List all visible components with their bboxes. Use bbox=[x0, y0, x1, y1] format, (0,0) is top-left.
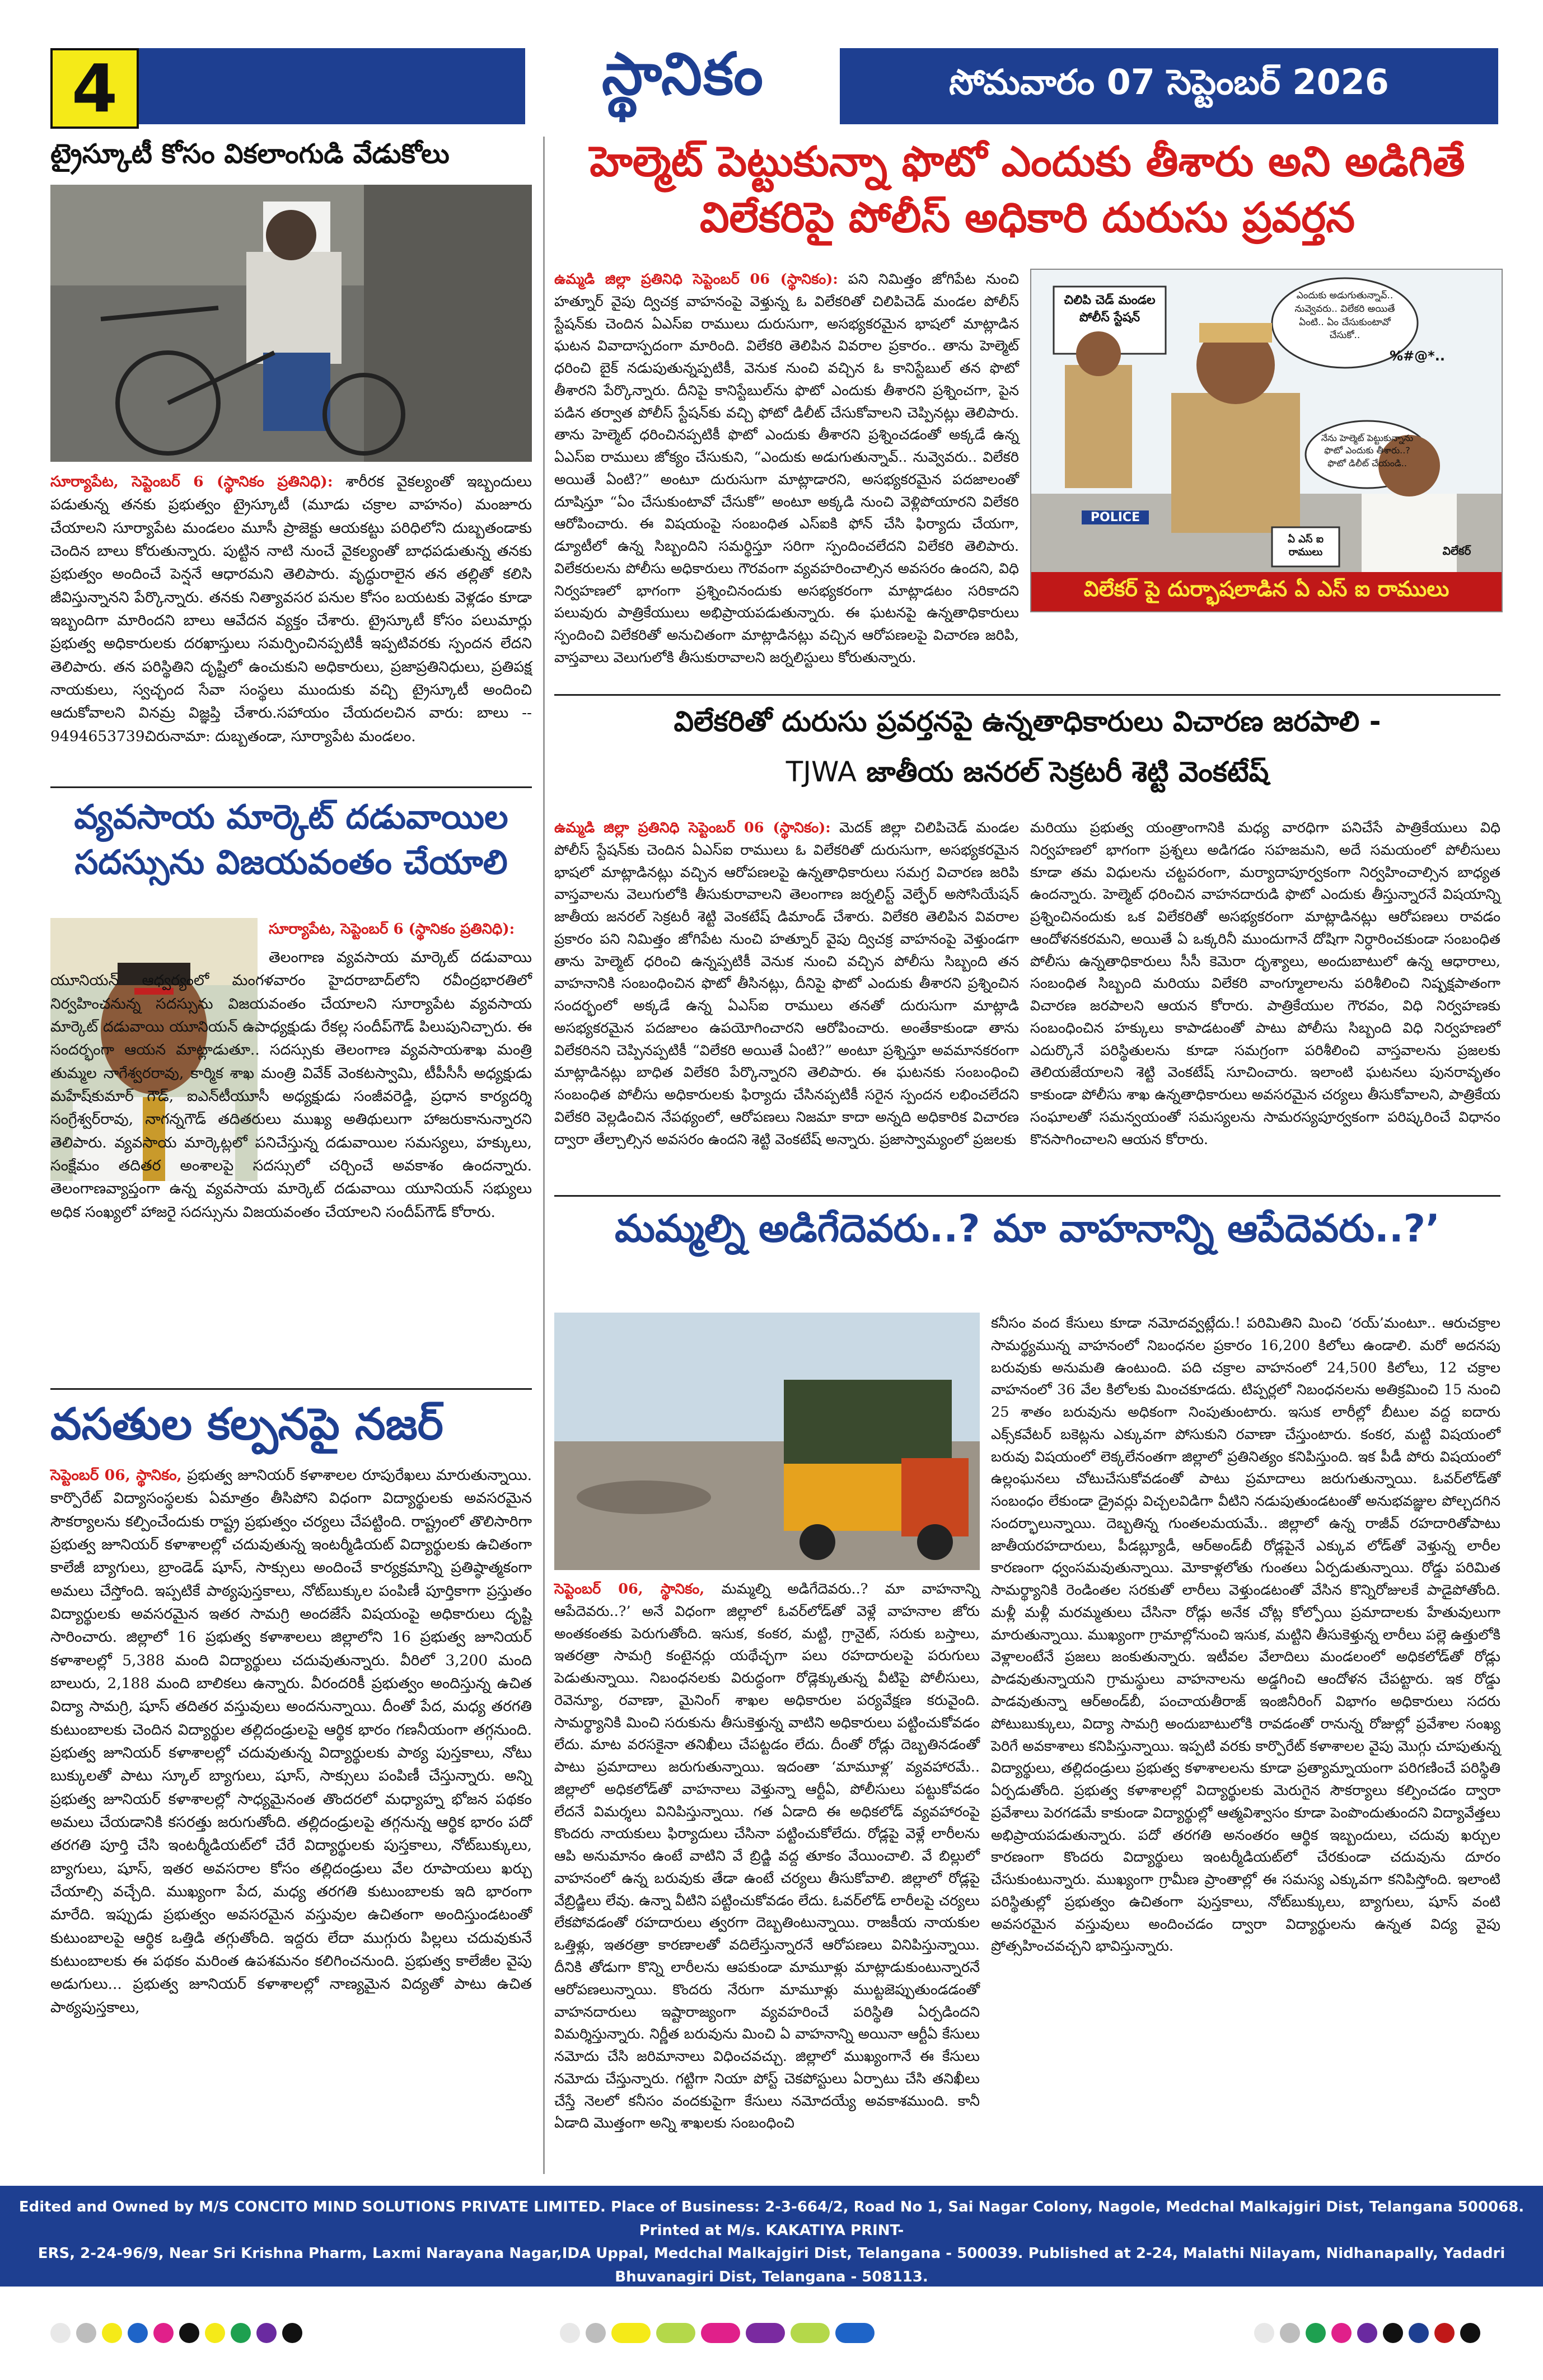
cartoon-caption: విలేకర్ పై దుర్భాషలాడిన ఏ ఎస్ ఐ రాములు bbox=[1083, 577, 1450, 601]
tjwa-prefix: TJWA bbox=[785, 756, 857, 788]
divider bbox=[50, 786, 532, 788]
vehicles-dateline: సెప్టెంబర్ 06, స్థానికం, bbox=[554, 1581, 705, 1597]
cartoon-reporter-bubble: నేను హెల్మెట్ పెట్టుకున్నాను ఫొటో ఎందుకు తీశారు..? ఫొటో డిలీట్ చేయండి.. bbox=[1321, 433, 1414, 468]
imprint-footer bbox=[0, 2186, 1543, 2309]
imprint-line-1: Edited and Owned by M/S CONCITO MIND SOLUTIONS PRIVATE LIMITED. Place of Business: 2-3-664/2, Road No 1, Sai Nagar Colony, Nagole, Medchal Malkajgiri Dist, Telangana 500068. Printed at M/s. KAKATIYA PRINT- bbox=[18, 2199, 1525, 2239]
masthead-logo: స్థానికం bbox=[601, 40, 765, 108]
tjwa-dateline: ఉమ్మడి జిల్లా ప్రతినిధి సెప్టెంబర్ 06 (స్థానికం): bbox=[554, 819, 831, 836]
market-body-a bbox=[269, 918, 532, 941]
tjwa-body-right: మరియు ప్రభుత్వ యంత్రాంగానికి మధ్య వారధిగా పనిచేసే పాత్రికేయులు విధి నిర్వహణలో భాగంగా ప్రశ్నలు అడిగడం సహజమని, అదే సమయంలో పోలీసులు కూడా తమ విధులను చట్టపరంగా, మర్యాదాపూర్వకంగా నిర్వహించాల్సిన బాధ్యత ఉందన్నారు. హెల్మెట్ ధరించిన వాహనదారుడి ఫొటో ఎందుకు తీస్తున్నారనే విషయాన్ని ప్రశ్నించినందుకు ఒక విలేకరితో అసభ్యకరంగా మాట్లాడినట్లు ఆరోపణలు రావడం ఆందోళనకరమని, అయితే ఏ ఒక్కరినీ ముందుగానే దోషిగా నిర్ధారించకుండా సంబంధిత పోలీసు ఉన్నతాధికారులు సీసీ కెమెరా దృశ్యాలు, అందుబాటులో ఉన్న ఆధారాలు, సంబంధిత సిబ్బంది మరియు విలేకరి వాంగ్మూలాలను పరిశీలించి నిష్పక్షపాతంగా విచారణ జరపాలని ఆయన కోరారు. పాత్రికేయుల గౌరవం, విధి నిర్వహణకు సంబంధించిన హక్కులు కాపాడటంతో పాటు పోలీసు సిబ్బంది విధి నిర్వహణలో ఎదుర్కొనే పరిస్థితులను కూడా సమగ్రంగా పరిశీలించి వాస్తవాలను ప్రజలకు తెలియజేయాలని శెట్టి వెంకటేష్ సూచించారు. ఇలాంటి ఘటనలు పునరావృతం కాకుండా పోలీసు శాఖ ఉన్నతాధికారులు అవసరమైన చర్యలు తీసుకోవాలని, పాత్రికేయ సంఘాలతో సమన్వయంతో సమస్యలను సామరస్యపూర్వకంగా పరిష్కరించే విధానం కొనసాగించాలని ఆయన కోరారు. bbox=[1030, 819, 1500, 1148]
page-number: 4 bbox=[50, 48, 139, 129]
hostels-body bbox=[50, 1464, 532, 2019]
header-date: సోమవారం 07 సెప్టెంబర్ 2026 bbox=[840, 48, 1498, 124]
tjwa-text-left: మెదక్ జిల్లా చిలిపిచెడ్ మండల పోలీస్ స్టేషన్‌కు చెందిన ఏఎస్ఐ రాములు ఓ విలేకరితో దురుసుగా, అసభ్యకరమైన భాషలో మాట్లాడినట్లు వచ్చిన ఆరోపణలపై ఉన్నతాధికారులు సమగ్ర విచారణ జరిపి వాస్తవాలను వెలుగులోకి తీసుకురావాలని తెలంగాణ జర్నలిస్ట్ వెల్ఫేర్ అసోసియేషన్ జాతీయ జనరల్ సెక్రటరీ శెట్టి వెంకటేష్ డిమాండ్ చేశారు. విలేకరి తెలిపిన వివరాల ప్రకారం పని నిమిత్తం జోగిపేట నుంచి హత్నూర్ వైపు ద్విచక్ర వాహనంపై వెళ్తుండగా తాను హెల్మెట్ ధరించి ఉన్నప్పటికీ వెనుక నుంచి వచ్చిన పోలీసు సిబ్బంది తన వాహనానికి సంబంధించిన ఫొటో తీసినట్లు, దీనిపై ఫొటో ఎందుకు తీశారని ప్రశ్నించిన సందర్భంలో అక్కడే ఉన్న ఏఎస్ఐ రాములు తనతో దురుసుగా మాట్లాడి అసభ్యకరమైన పదజాలం ఉపయోగించారని ఆరోపించారు. అంతేకాకుండా తాను విలేకరినని చెప్పినప్పటికీ “విలేకరి అయితే ఏంటి?” అంటూ ప్రశ్నిస్తూ అవమానకరంగా మాట్లాడినట్లు బాధిత విలేకరి పేర్కొన్నారని తెలిపారు. ఈ ఘటనకు సంబంధించి సంబంధిత పోలీసు అధికారులకు ఫిర్యాదు చేసినప్పటికీ సరైన స్పందన లభించలేదని విలేకరి వెల్లడించిన నేపథ్యంలో, ఆరోపణలు నిజమా కాదా అన్నది అధికారిక విచారణ ద్వారా తేల్చాల్సిన అవసరం ఉందని శెట్టి వెంకటేష్ అన్నారు. ప్రజాస్వామ్యంలో ప్రజలకు bbox=[554, 819, 1019, 1148]
helmet-text: పని నిమిత్తం జోగిపేట నుంచి హత్నూర్ వైపు ద్విచక్ర వాహనంపై వెళ్తున్న ఓ విలేకరితో చిలిపిచెడ్ మండల పోలీస్ స్టేషన్‌కు చెందిన ఏఎస్ఐ రాములు దురుసుగా, అసభ్యకరమైన భాషలో మాట్లాడిన ఘటన వివాదాస్పదంగా మారింది. విలేకరి తెలిపిన వివరాల ప్రకారం.. తాను హెల్మెట్ ధరించి బైక్ నడుపుతున్నప్పటికీ, వెనుక నుంచి వచ్చిన ఓ కానిస్టేబుల్ తన ఫొటో తీశారని పేర్కొన్నారు. దీనిపై కానిస్టేబుల్‌ను ఫొటో ఎందుకు తీశారని ప్రశ్నించగా, పైన పడిన తర్వాత పోలీస్ స్టేషన్‌కు వచ్చి ఫోటో డిలీట్ చేసుకోవాలని చెప్పినట్లు తెలిపారు. తాను హెల్మెట్ ధరించినప్పటికీ ఫొటో ఎందుకు తీశారని ప్రశ్నించడంతో అక్కడే ఉన్న ఏఎస్ఐ రాములు జోక్యం చేసుకుని, “ఎందుకు అడుగుతున్నావ్.. నువ్వెవరు.. విలేకరి అయితే ఏంటి?” అంటూ దురుసుగా మాట్లాడారని, అసభ్యకరమైన పదజాలంతో దూషిస్తూ “ఏం చేసుకుంటావో చేసుకో” అంటూ అక్కడి నుంచి వెళ్లిపోయారని విలేకరి ఆరోపించారు. ఈ విషయంపై సంబంధిత ఎస్ఐకి ఫోన్ చేసి ఫిర్యాదు చేయగా, డ్యూటీలో ఉన్న సిబ్బందిని సమర్థిస్తూ సరిగా స్పందించలేదని విలేకరి తెలిపారు. విలేకరులను పోలీసు అధికారులు గౌరవంగా వ్యవహరించాల్సిన అవసరం ఉందని, విధి నిర్వహణలో భాగంగా ప్రశ్నించినందుకు అసభ్యకరంగా మాట్లాడటం సరికాదని పలువురు పాత్రికేయులు అభిప్రాయపడుతున్నారు. ఈ ఘటనపై ఉన్నతాధికారులు స్పందించి విలేకరితో అనుచితంగా మాట్లాడినట్లు వచ్చిన ఆరోపణలపై విచారణ జరిపి, వాస్తవాలు వెలుగులోకి తీసుకురావాలని జర్నలిస్టులు కోరుతున్నారు. bbox=[554, 271, 1019, 667]
cartoon-reporter-tag: విలేకర్ bbox=[1442, 544, 1471, 557]
cartoon-station-sign: చిలిపి చెడ్ మండల పోలీస్ స్టేషన్ bbox=[1064, 293, 1156, 325]
truck-photo bbox=[554, 1313, 980, 1570]
imprint-line-3: Editor, Printed and Published by Dr.KONDA MALLESHAM GOUD, Phone Number : 9000350446, Registration No: TGTEL/26/A4419 bbox=[249, 2292, 1294, 2309]
tjwa-body-left bbox=[554, 817, 1019, 1151]
cartoon-police-label: POLICE bbox=[1082, 510, 1149, 524]
divider bbox=[554, 694, 1500, 696]
market-text: తెలంగాణ వ్యవసాయ మార్కెట్ దడువాయి యూనియన్ ఆధ్వర్యంలో మంగళవారం హైదరాబాద్‌లోని రవీంద్రభారతిలో నిర్వహించనున్న సదస్సును విజయవంతం చేయాలని సూర్యాపేట వ్యవసాయ మార్కెట్ దడువాయి యూనియన్ ఉపాధ్యక్షుడు రేకల్ల సందీప్‌గౌడ్ పిలుపునిచ్చారు. ఈ సందర్భంగా ఆయన మాట్లాడుతూ.. సదస్సుకు తెలంగాణ వ్యవసాయశాఖ మంత్రి తుమ్మల నాగేశ్వరరావు, కార్మిక శాఖ మంత్రి వివేక్ వెంకటస్వామి, టీపీసీసీ అధ్యక్షుడు మహేష్‌కుమార్ గౌడ్, ఐఎన్‌టీయూసీ అధ్యక్షుడు సంజీవరెడ్డి, ప్రధాన కార్యదర్శి సంగ్రేశ్వర్‌రావు, నాగన్నగౌడ్ తదితరులు ముఖ్య అతిథులుగా హాజరుకానున్నారని తెలిపారు. వ్యవసాయ మార్కెట్లలో పనిచేస్తున్న దడువాయిల సమస్యలు, హక్కులు, సంక్షేమం తదితర అంశాలపై సదస్సులో చర్చించే అవకాశం ఉందన్నారు. తెలంగాణవ్యాప్తంగా ఉన్న వ్యవసాయ మార్కెట్ దడువాయి యూనియన్ సభ్యులు అధిక సంఖ్యలో హాజరై సదస్సును విజయవంతం చేయాలని సందీప్‌గౌడ్ కోరారు. bbox=[50, 949, 532, 1221]
imprint-line-2: ERS, 2-24-96/9, Near Sri Krishna Pharm, Laxmi Narayana Nagar,IDA Uppal, Medchal Malkajgiri Dist, Telangana - 500039. Published at 2-24, Malathi Nilayam, Nidhanapally, Yadadri Bhuvanagiri Dist, Telangana - 508113. bbox=[38, 2245, 1505, 2285]
vehicles-body-left bbox=[554, 1578, 980, 2135]
market-headline: వ్యవసాయ మార్కెట్ దడువాయిల సదస్సును విజయవంతం చేయాలి bbox=[74, 798, 508, 882]
registration-marks-center bbox=[560, 2323, 875, 2345]
helmet-headline: హెల్మెట్ పెట్టుకున్నా ఫొటో ఎందుకు తీశారు అని అడిగితే విలేకరిపై పోలీస్ అధికారి దురుసు ప్రవర్తన bbox=[590, 138, 1465, 242]
header-band-left bbox=[139, 48, 525, 124]
hostels-text: ప్రభుత్వ జూనియర్ కళాశాలల రూపురేఖలు మారుతున్నాయి. కార్పొరేట్ విద్యాసంస్థలకు ఏమాత్రం తీసిపోని విధంగా విద్యార్థులకు అవసరమైన సౌకర్యాలను కల్పించేందుకు రాష్ట్ర ప్రభుత్వం చర్యలు చేపట్టింది. రాష్ట్రంలో తొలిసారిగా ప్రభుత్వ జూనియర్ కళాశాలల్లో చదువుతున్న ఇంటర్మీడియట్ విద్యార్థులకు ఉచితంగా కాలేజీ బ్యాగులు, బ్రాండెడ్ షూస్, సాక్సులు అందించే కార్యక్రమాన్ని ప్రతిష్ఠాత్మకంగా అమలు చేస్తోంది. ఇప్పటికే పాఠ్యపుస్తకాలు, నోట్‌బుక్కుల పంపిణీ పూర్తికాగా ప్రస్తుతం విద్యార్థులకు అవసరమైన ఇతర సామగ్రి అందజేసే విషయంపై అధికారులు దృష్టి సారించారు. జిల్లాలో 16 ప్రభుత్వ కళాశాలలు జిల్లాలోని 16 ప్రభుత్వ జూనియర్ కళాశాలల్లో 5,388 మంది విద్యార్థులు చదువుతున్నారు. వీరిలో 3,200 మంది బాలురు, 2,188 మంది బాలికలు ఉన్నారు. వీరందరికీ ప్రభుత్వం అందిస్తున్న ఉచిత విద్యా సామగ్రి, షూస్ తదితర వస్తువులు అందనున్నాయి. దీంతో పేద, మధ్య తరగతి కుటుంబాలకు చెందిన విద్యార్థుల తల్లిదండ్రులపై ఆర్థిక భారం గణనీయంగా తగ్గనుంది. ప్రభుత్వ జూనియర్ కళాశాలల్లో చదువుతున్న విద్యార్థులకు పాఠ్య పుస్తకాలు, నోటు బుక్కులతో పాటు స్కూల్ బ్యాగులు, షూస్, సాక్సులు పంపిణీ చేస్తున్నారు. అన్ని ప్రభుత్వ జూనియర్ కళాశాలల్లో సాధ్యమైనంత తొందరలో మధ్యాహ్న భోజన పథకం అమలు చేయడానికి కసరత్తు జరుగుతోంది. తల్లిదండ్రులపై తగ్గనున్న ఆర్థిక భారం పదో తరగతి పూర్తి చేసి ఇంటర్మీడియట్‌లో చేరే విద్యార్థులకు పుస్తకాలు, నోట్‌బుక్కులు, బ్యాగులు, షూస్, ఇతర అవసరాల కోసం తల్లిదండ్రులు వేల రూపాయలు ఖర్చు చేయాల్సి వచ్చేది. ముఖ్యంగా పేద, మధ్య తరగతి కుటుంబాలకు ఇది భారంగా మారేది. ఇప్పుడు ప్రభుత్వం అవసరమైన వస్తువుల ఉచితంగా అందిస్తుండటంతో కుటుంబాలపై ఆర్థిక ఒత్తిడి తగ్గుతోంది. ఇద్దరు లేదా ముగ్గురు పిల్లలు చదువుకునే కుటుంబాలకు ఈ పథకం మరింత ఉపశమనం కలిగించనుంది. ప్రభుత్వ కాలేజీల వైపు అడుగులు... ప్రభుత్వ జూనియర్ కళాశాలల్లో నాణ్యమైన విద్యతో పాటు ఉచిత పాఠ్యపుస్తకాలు, bbox=[50, 1467, 532, 2016]
tricycle-body bbox=[50, 470, 532, 748]
tjwa-headline-line2 bbox=[554, 756, 1500, 795]
cartoon-officer-bubble: ఎందుకు అడుగుతున్నావ్.. నువ్వెవరు.. విలేకరి అయితే ఏంటి.. ఏం చేసుకుంటావో చేసుకో.. bbox=[1294, 290, 1395, 341]
registration-marks-right bbox=[1254, 2323, 1480, 2345]
hostels-dateline: సెప్టెంబర్ 06, స్థానికం, bbox=[50, 1467, 182, 1484]
vehicles-body-right: కనీసం వంద కేసులు కూడా నమోదవ్వట్లేదు.! పరిమితిని మించి ‘రయ్’మంటూ.. ఆరుచక్రాల సామర్థ్యమున్న వాహనంలో నిబంధనల ప్రకారం 16,200 కిలోలు ఉండాలి. మరో అదనపు బరువుకు అనుమతి ఉంటుంది. పది చక్రాల వాహనంలో 24,500 కిలోలు, 12 చక్రాల వాహనంలో 36 వేల కిలోలకు మించకూడదు. టిప్పర్లలో నిబంధనలను అతిక్రమించి 15 నుంచి 25 శాతం బరువును అధికంగా నింపుతుంటారు. ఇసుక లారీల్లో బీటుల వద్ద ఐదారు ఎక్స్‌కవేటర్ బకెట్లను ఎక్కువగా పోసుకుని రవాణా చేస్తుంటారు. కంకర, మట్టి విషయంలో బరువు విషయంలో లెక్కలేనంతగా జిల్లాలో ప్రతినిత్యం కనిపిస్తుంది. ఇక పీడీ పోరు విషయంలో ఉల్లంఘనలు చోటుచేసుకోవడంతో పాటు ప్రమాదాలు జరుగుతున్నాయి. ఓవర్‌లోడ్‌తో సంబంధం లేకుండా డ్రైవర్లు విచ్చలవిడిగా వీటిని నడుపుతుండటంతో అనుభవజ్ఞుల పోల్చదగిన సందర్భాలున్నాయి. దెబ్బతిన్న గుంతలమయమే.. జిల్లాలో ఉన్న రాజీవ్ రహదారితోపాటు జాతీయరహదారులు, పీడబ్ల్యూడీ, ఆర్‌అండ్‌బీ రోడ్లపైనే ఎక్కువ లోడ్‌తో వెళ్తున్న లారీల కారణంగా ధ్వంసమవుతున్నాయి. మోకాళ్లలోతు గుంతలు ఏర్పడుతున్నాయి. రోడ్డు పరిమిత సామర్థ్యానికి రెండింతల సరకుతో లారీలు వెళ్తుండటంతో వేసిన కొన్నిరోజులకే పాడైపోతోంది. మళ్లీ మళ్లీ మరమ్మతులు చేసినా రోడ్లు అనేక చోట్ల కోల్పోయి ప్రమాదాలకు హేతువులుగా మారుతున్నాయి. ముఖ్యంగా గ్రామాల్లోనుంచి ఇసుక, మట్టిని తీసుకెళ్తున్న లారీలు పల్లె ఉత్తులోకి వెళ్లాలంటేనే ప్రజలు జంకుతున్నారు. ఇటీవల వేలాదిలు మండలంలో అధికలోడ్‌తో రోడ్లు పాడవుతున్నాయని గ్రామస్థులు వాహనాలను అడ్డగించి ఆందోళన చేపట్టారు. ఇక రోడ్డు పాడవుతున్నా ఆర్‌అండ్‌బీ, పంచాయతీరాజ్ ఇంజినీరింగ్ విభాగం అధికారులు సదరు పోటుబుక్కులు, విద్యా సామగ్రి అందుబాటులోకి రావడంతో రానున్న రోజుల్లో ప్రవేశాల సంఖ్య పెరిగే అవకాశాలు కనిపిస్తున్నాయి. ఇప్పటి వరకు కార్పొరేట్ కళాశాలల వైపు మొగ్గు చూపుతున్న విద్యార్థులు, తల్లిదండ్రులు ప్రభుత్వ కళాశాలలను కూడా ప్రత్యామ్నాయంగా పరిగణించే పరిస్థితి ఏర్పడుతోంది. ప్రభుత్వ కళాశాలల్లో విద్యార్థులకు మెరుగైన సౌకర్యాలు కల్పించడం ద్వారా ప్రవేశాలు పెరగడమే కాకుండా విద్యార్థుల్లో ఆత్మవిశ్వాసం కూడా పెంపొందుతుందని విద్యావేత్తలు అభిప్రాయపడుతున్నారు. పదో తరగతి అనంతరం ఆర్థిక ఇబ్బందులు, చదువు ఖర్చుల కారణంగా కొందరు విద్యార్థులు ఇంటర్మీడియట్‌లో చేరకుండా చదువును దూరం చేసుకుంటున్నారు. ముఖ్యంగా గ్రామీణ ప్రాంతాల్లో ఈ సమస్య ఎక్కువగా కనిపిస్తోంది. ఇలాంటి పరిస్థితుల్లో ప్రభుత్వం ఉచితంగా పుస్తకాలు, నోట్‌బుక్కులు, బ్యాగులు, షూస్ వంటి అవసరమైన వస్తువులు అందించడం ద్వారా విద్యార్థులను ఉన్నత విద్య వైపు ప్రోత్సహించవచ్చని భావిస్తున్నారు. bbox=[991, 1315, 1500, 1955]
market-dateline: సూర్యాపేట, సెప్టెంబర్ 6 (స్థానికం ప్రతినిధి): bbox=[269, 921, 515, 938]
cartoon-officer-tag: ఏ ఎస్ ఐ రాములు bbox=[1288, 533, 1324, 559]
divider bbox=[50, 1388, 532, 1390]
hostels-headline: వసతుల కల్పనపై నజర్ bbox=[50, 1399, 443, 1450]
vehicles-text-left: మమ్మల్ని అడిగేదెవరు..? మా వాహనాన్ని ఆపేదెవరు..?’ అనే విధంగా జిల్లాలో ఓవర్‌లోడ్‌తో వెళ్లే వాహనాల జోరు అంతకంతకు పెరుగుతోంది. ఇసుక, కంకర, మట్టి, గ్రానైట్, సరుకు బస్తాలు, ఇతరత్రా సామగ్రి కంటైనర్లు యథేచ్ఛగా పలు రహదారులపై పరుగులు పెడుతున్నాయి. నిబంధనలకు విరుద్ధంగా రోడ్లెక్కుతున్న వీటిపై పోలీసులు, రెవెన్యూ, రవాణా, మైనింగ్ శాఖల అధికారుల పర్యవేక్షణ కరువైంది. సామర్థ్యానికి మించి సరుకును తీసుకెళ్తున్న వాటిని అధికారులు పట్టించుకోవడం లేదు. మాట వరసకైనా తనిఖీలు చేపట్టడం లేదు. దీంతో రోడ్లు దెబ్బతినడంతో పాటు ప్రమాదాలు జరుగుతున్నాయి. ఇదంతా ‘మామూళ్ల’ వ్యవహారమే.. జిల్లాలో అధికలోడ్‌తో వాహనాలు వెళ్తున్నా ఆర్టీఏ, పోలీసులు పట్టుకోవడం లేదనే విమర్శలు వినిపిస్తున్నాయి. గత ఏడాది ఈ అధికలోడ్ వ్యవహారంపై కొందరు నాయకులు ఫిర్యాదులు చేసినా పట్టించుకోలేదు. రోడ్లపై వెళ్లే లారీలను ఆపి అనుమానం ఉంటే వాటిని వే బ్రిడ్జి వద్ద తూకం వేయించాలి. వే బిల్లులో వాహనంలో ఉన్న బరువుకు తేడా ఉంటే చర్యలు తీసుకోవాలి. జిల్లాలో రోడ్లపై వేబ్రిడ్జిలు లేవు. ఉన్నా వీటిని పట్టించుకోవడం లేదు. ఓవర్‌లోడ్ లారీలపై చర్యలు లేకపోవడంతో రహదారులు త్వరగా దెబ్బతింటున్నాయి. రాజకీయ నాయకుల ఒత్తిళ్లు, ఇతరత్రా కారణాలతో వదిలేస్తున్నారనే ఆరోపణలు వినిపిస్తున్నాయి. దీనికి తోడుగా కొన్ని లారీలను ఆపకుండా మామూళ్లు మాట్లాడుకుంటున్నారనే ఆరోపణలున్నాయి. కొందరు నేరుగా మామూళ్లు ముట్టజెప్పుతుండడంతో వాహనదారులు ఇష్టారాజ్యంగా వ్యవహరించే పరిస్థితి ఏర్పడిందని విమర్శిస్తున్నారు. నిర్ణీత బరువును మించి ఏ వాహనాన్ని అయినా ఆర్టీఏ కేసులు నమోదు చేసి జరిమానాలు విధించవచ్చు. జిల్లాలో ముఖ్యంగానే ఈ కేసులు నమోదు చేస్తున్నారు. గట్టిగా నియా పోస్ట్ చెకపోస్టులు ఏర్పాటు చేసి తనిఖీలు చేస్తే నెలలో కనీసం వందకుపైగా కేసులు నమోదయ్యే అవకాశముంది. కానీ ఏడాది మొత్తంగా అన్ని శాఖలకు సంబంధించి bbox=[554, 1581, 980, 2132]
column-rule bbox=[543, 137, 545, 2174]
divider bbox=[554, 1195, 1500, 1197]
registration-marks-left bbox=[50, 2323, 302, 2345]
tricycle-headline: ట్రైస్కూటీ కోసం వికలాంగుడి వేడుకోలు bbox=[50, 138, 450, 170]
vehicles-headline: మమ్మల్ని అడిగేదెవరు..? మా వాహనాన్ని ఆపేదెవరు..?’ bbox=[615, 1207, 1440, 1251]
market-body bbox=[50, 946, 532, 1224]
tricycle-text: శారీరక వైకల్యంతో ఇబ్బందులు పడుతున్న తనకు ప్రభుత్వం ట్రైస్కూటీ (మూడు చక్రాల వాహనం) మంజూరు చేయాలని సూర్యాపేట మండలం మూసీ ప్రాజెక్టు ఆయకట్టు పరిధిలోని దుబ్బతండాకు చెందిన బాలు కోరుతున్నారు. పుట్టిన నాటి నుంచే వైకల్యంతో బాధపడుతున్న తనకు ప్రభుత్వం అందించే పెన్షనే ఆధారమని తెలిపారు. వృద్ధురాలైన తన తల్లితో కలిసి జీవిస్తున్నానని పేర్కొన్నారు. తనకు నిత్యావసర పనుల కోసం బయటకు వెళ్లడం కూడా ఇబ్బందిగా మారిందని బాలు ఆవేదన వ్యక్తం చేశారు. ట్రైస్కూటీ కోసం పలుమార్లు ప్రభుత్వ అధికారులకు దరఖాస్తులు సమర్పించినప్పటికీ ఇప్పటివరకు స్పందన లేదని తెలిపారు. తన పరిస్థితిని దృష్టిలో ఉంచుకుని అధికారులు, ప్రజాప్రతినిధులు, ప్రతిపక్ష నాయకులు, స్వచ్ఛంద సేవా సంస్థలు ముందుకు వచ్చి ట్రైస్కూటీ అందించి ఆదుకోవాలని వినమ్ర విజ్ఞప్తి చేశారు.సహాయం చేయదలచిన వారు: బాలు -- 9494653739చిరునామా: దుబ్బతండా, సూర్యాపేట మండలం. bbox=[50, 473, 532, 745]
cartoon-swear: %#@*.. bbox=[1390, 348, 1445, 364]
tricycle-dateline: సూర్యాపేట, సెప్టెంబర్ 6 (స్థానికం ప్రతినిధి): bbox=[50, 473, 333, 490]
cartoon bbox=[1030, 269, 1503, 612]
tjwa-name: జాతీయ జనరల్ సెక్రటరీ శెట్టి వెంకటేష్ bbox=[866, 756, 1269, 788]
helmet-body bbox=[554, 269, 1019, 669]
tjwa-headline-line1: విలేకరితో దురుసు ప్రవర్తనపై ఉన్నతాధికారులు విచారణ జరపాలి - bbox=[674, 705, 1381, 738]
helmet-dateline: ఉమ్మడి జిల్లా ప్రతినిధి సెప్టెంబర్ 06 (స్థానికం): bbox=[554, 271, 838, 288]
tricycle-photo bbox=[50, 185, 532, 462]
